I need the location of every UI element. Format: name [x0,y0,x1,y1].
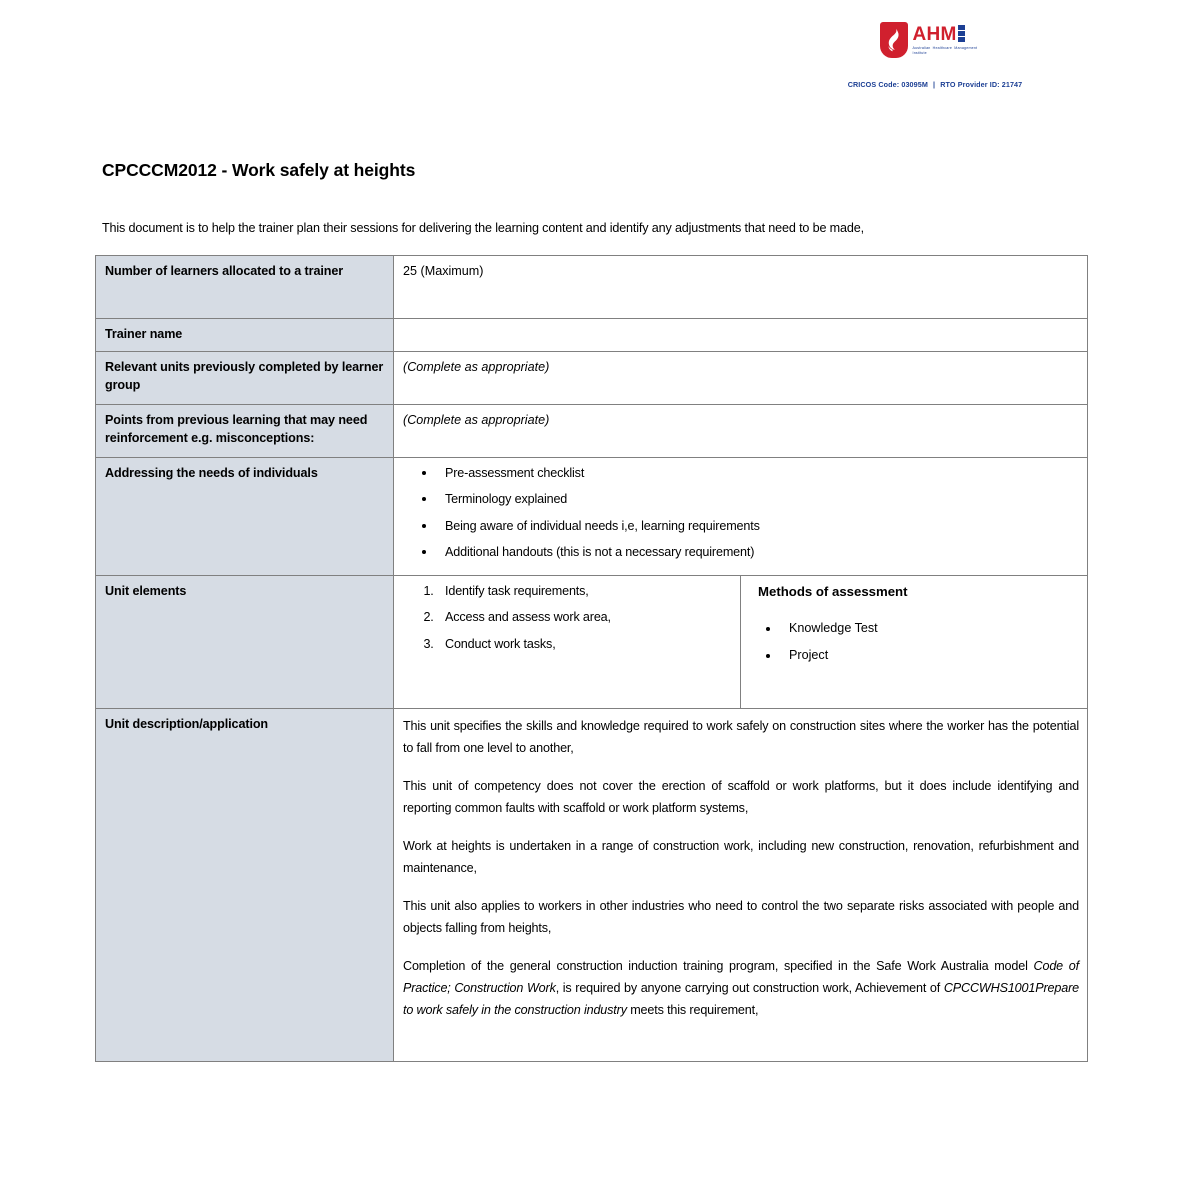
list-item: • Being aware of individual needs i,e, learning requirements [437,517,1079,535]
unit-elements-list [403,582,732,653]
accreditation-separator: | [933,80,936,89]
table-row [96,352,1088,405]
cricos-value: 03095M [901,80,928,89]
table-row [96,709,1088,1062]
ahm-wordmark [913,25,991,56]
table-row [96,405,1088,458]
list-item: • Additional handouts (this is not a necessary requirement) [437,543,1079,561]
list-item: 3. Conduct work tasks, [437,635,732,653]
code-of-practice-citation: Code of Practice; Construction Work [403,959,1079,996]
rto-value: 21747 [1001,80,1023,89]
row-label-relevant-units: Relevant units previously completed by learner group [96,352,394,405]
addressing-needs-list [403,464,1079,561]
row-value-addressing-needs [394,458,1088,576]
unit-description-cell [394,709,1088,1062]
brand-text: AHM [912,23,957,45]
description-paragraph: Work at heights is undertaken in a range of construction work, including new construction, renovation, refurbishment and maintenance, [403,839,1079,876]
methods-of-assessment-list [750,619,1079,665]
description-paragraph-final [403,955,1079,1021]
table-row [96,458,1088,576]
list-item: • Pre-assessment checklist [437,464,1079,482]
list-item: 2. Access and assess work area, [437,608,732,626]
session-plan-table [95,255,1088,1062]
row-label-unit-elements: Unit elements [96,576,394,709]
description-paragraph: This unit specifies the skills and knowledge required to work safely on construction sites where the worker has the potential to fall from one level to another, [403,719,1079,756]
final-part-3: meets this requirement, [626,1003,759,1018]
final-part-2: , is required by anyone carrying out construction work, Achievement of [555,981,944,996]
row-label-unit-description: Unit description/application [96,709,394,1062]
flame-shield-icon [880,22,908,58]
row-label-trainer-name: Trainer name [96,319,394,352]
unit-elements-cell [394,576,741,709]
row-value-relevant-units[interactable]: (Complete as appropriate) [394,352,1088,405]
page-title: CPCCCM2012 - Work safely at heights [102,159,416,180]
table-row [96,319,1088,352]
list-item: • Project [780,646,1079,664]
description-paragraph: This unit of competency does not cover the erection of scaffold or work platforms, but it does include identifying and reporting common faults with scaffold or work platform systems, [403,779,1079,816]
methods-of-assessment-cell [741,576,1088,709]
brand-tagline: Australian Healthcare Management Institute [912,45,978,55]
row-value-trainer-name[interactable] [394,319,1088,352]
description-paragraph: This unit also applies to workers in other industries who need to control the two separate risks associated with people and objects falling from heights, [403,899,1079,936]
final-part-1: Completion of the general construction induction training program, specified in the Safe Work Australia model [403,959,1034,974]
table-row [96,256,1088,319]
list-item: • Knowledge Test [780,619,1079,637]
rto-label: RTO Provider ID: [940,80,1000,89]
cricos-label: CRICOS Code: [847,80,900,89]
row-value-points-previous[interactable]: (Complete as appropriate) [394,405,1088,458]
document-header [765,22,1105,89]
row-label-points-previous: Points from previous learning that may need reinforcement e.g. misconceptions: [96,405,394,458]
row-value-learners: 25 (Maximum) [394,256,1088,319]
brand-accent-mark [958,25,965,42]
unit-code-citation: CPCCWHS1001Prepare to work safely in the construction industry [403,981,1079,1018]
accreditation-line [848,80,1023,89]
row-label-learners: Number of learners allocated to a trainer [96,256,394,319]
document-intro: This document is to help the trainer plan their sessions for delivering the learning content and identify any adjustments that need to be made, [102,220,864,235]
row-label-addressing-needs: Addressing the needs of individuals [96,458,394,576]
methods-of-assessment-title: Methods of assessment [758,584,908,599]
list-item: 1. Identify task requirements, [437,582,732,600]
ahm-logo [880,22,991,58]
list-item: • Terminology explained [437,490,1079,508]
table-row [96,576,1088,709]
